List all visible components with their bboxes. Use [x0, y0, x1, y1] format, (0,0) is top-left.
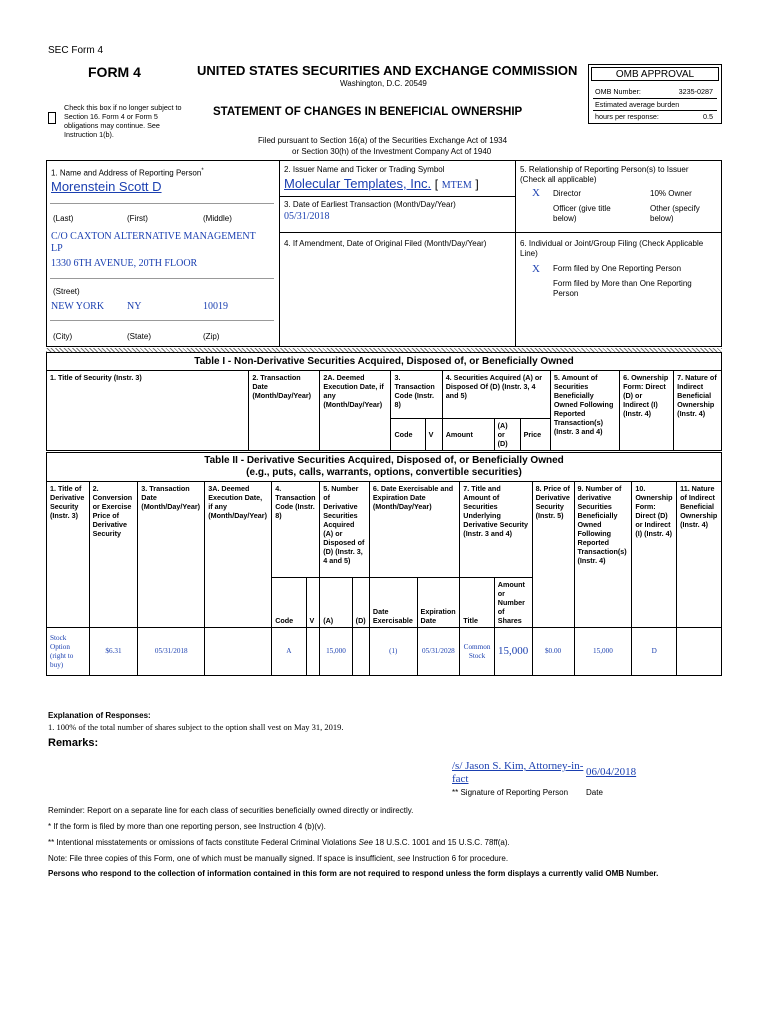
t2-col-exercisable: 6. Date Exercisable and Expiration Date (Month/Day/Year): [369, 482, 459, 578]
t2-col-deemed: 3A. Deemed Execution Date, if any (Month/Day/Year): [205, 482, 272, 628]
t2-row-owned: 15,000: [574, 628, 632, 676]
one-person-label: Form filed by One Reporting Person: [553, 264, 682, 273]
last-label: (Last): [53, 214, 74, 223]
table-derivative: [46, 452, 722, 676]
t2-col-nature: 11. Nature of Indirect Beneficial Ownership (Instr. 4): [677, 482, 722, 628]
table-row: [47, 628, 722, 676]
ticker-symbol: MTEM: [441, 180, 472, 191]
box3-label: 3. Date of Earliest Transaction (Month/Day/Year): [284, 200, 456, 209]
street-line-2: LP: [51, 243, 63, 254]
t2-col-title: 1. Title of Derivative Security (Instr. 3): [47, 482, 90, 628]
issuer-line: Molecular Templates, Inc. [ MTEM ]: [284, 176, 479, 191]
table2-title: Table II - Derivative Securities Acquired, Disposed of, or Beneficially Owned (e.g., puts, calls, warrants, options, convertible securities): [47, 453, 722, 482]
t2-col-underlying: 7. Title and Amount of Securities Underlying Derivative Security (Instr. 3 and 4): [460, 482, 532, 578]
t2-row-ad: [352, 628, 369, 676]
t2-col-number: 5. Number of Derivative Securities Acquired (A) or Disposed of (D) (Instr. 3, 4 and 5): [320, 482, 370, 578]
t2-row-deemed: [205, 628, 272, 676]
t2-col-owned: 9. Number of derivative Securities Beneficially Owned Following Reported Transaction(s) (Instr. 4): [574, 482, 632, 628]
remarks-label: Remarks:: [48, 737, 99, 749]
agency-address: Washington, D.C. 20549: [340, 79, 427, 88]
omb-number-label: OMB Number:: [595, 87, 641, 96]
city-label: (City): [53, 332, 73, 341]
t2-amount-shares: Amount or Number of Shares: [494, 578, 532, 628]
t2-row-shares: 15,000: [494, 628, 532, 676]
street-line-3: 1330 6TH AVENUE, 20TH FLOOR: [51, 258, 198, 269]
t2-row-price: $6.31: [89, 628, 138, 676]
sec-form-label: SEC Form 4: [48, 45, 104, 56]
issuer-name[interactable]: Molecular Templates, Inc.: [284, 176, 432, 191]
reminder-text: Reminder: Report on a separate line for each class of securities beneficially owned directly or indirectly.: [48, 806, 414, 815]
footnote-3: Note: File three copies of this Form, one of which must be manually signed. If space is insufficient, see Instruction 6 for procedure.: [48, 854, 509, 863]
footnote-2: ** Intentional misstatements or omissions of facts constitute Federal Criminal Violations See 18 U.S.C. 1001 and 15 U.S.C. 78ff(a).: [48, 838, 510, 847]
t2-d: (D): [352, 578, 369, 628]
t2-row-amount: 15,000: [320, 628, 352, 676]
box6-label: 6. Individual or Joint/Group Filing (Check Applicable Line): [520, 239, 704, 258]
omb-title: OMB APPROVAL: [591, 67, 719, 81]
director-label: Director: [553, 189, 582, 198]
t2-col-form: 10. Ownership Form: Direct (D) or Indirect (I) (Instr. 4): [632, 482, 677, 628]
agency-name: UNITED STATES SECURITIES AND EXCHANGE COMMISSION: [197, 63, 578, 78]
reporting-person-name[interactable]: Morenstein Scott D: [51, 179, 162, 194]
no-longer-subject-checkbox[interactable]: [48, 112, 56, 124]
t2-row-form: D: [632, 628, 677, 676]
form-number: FORM 4: [88, 64, 141, 80]
t2-a: (A): [320, 578, 352, 628]
t2-row-code: A: [272, 628, 306, 676]
t2-row-nature: [677, 628, 722, 676]
t2-row-deriv-price: $0.00: [532, 628, 574, 676]
t1-aord: (A) or (D): [494, 419, 520, 451]
box2-label: 2. Issuer Name and Ticker or Trading Symbol: [284, 165, 445, 174]
one-person-check[interactable]: X: [532, 263, 540, 275]
t2-date-exercisable: Date Exercisable: [369, 578, 417, 628]
t2-col-conversion: 2. Conversion or Exercise Price of Derivative Security: [89, 482, 138, 628]
t1-col-nature: 7. Nature of Indirect Beneficial Ownership (Instr. 4): [674, 371, 722, 451]
hours-label: hours per response:: [595, 112, 659, 121]
ten-pct-owner-label: 10% Owner: [650, 189, 692, 198]
t2-title: Title: [460, 578, 494, 628]
signature-link[interactable]: /s/ Jason S. Kim, Attorney-in-fact: [452, 760, 584, 785]
city-value: NEW YORK: [51, 301, 105, 312]
box4-label: 4. If Amendment, Date of Original Filed (Month/Day/Year): [284, 239, 487, 248]
officer-label: Officer (give title below): [553, 204, 611, 223]
burden-label: Estimated average burden: [595, 100, 680, 109]
t1-col-date: 2. Transaction Date (Month/Day/Year): [249, 371, 320, 451]
t2-v: V: [306, 578, 320, 628]
t2-col-price: 8. Price of Derivative Security (Instr. 5): [532, 482, 574, 628]
t1-col-securities: 4. Securities Acquired (A) or Disposed Of (D) (Instr. 3, 4 and 5): [442, 371, 550, 419]
earliest-transaction-date: 05/31/2018: [284, 211, 330, 222]
filed-pursuant-1: Filed pursuant to Section 16(a) of the Securities Exchange Act of 1934: [258, 136, 508, 145]
table-non-derivative: [46, 352, 722, 451]
t1-amount: Amount: [442, 419, 494, 451]
explanation-text: 1. 100% of the total number of shares subject to the option shall vest on May 31, 2019.: [48, 722, 344, 732]
omb-notice: Persons who respond to the collection of information contained in this form are not required to respond unless the form displays a currently valid OMB Number.: [48, 869, 659, 878]
more-person-label: Form filed by More than One Reporting Person: [553, 279, 692, 298]
filed-pursuant-2: or Section 30(h) of the Investment Company Act of 1940: [292, 147, 492, 156]
date-label: Date: [586, 788, 603, 797]
t2-row-v: [306, 628, 320, 676]
first-label: (First): [127, 214, 148, 223]
explanation-label: Explanation of Responses:: [48, 711, 151, 720]
omb-number: 3235-0287: [678, 87, 713, 96]
statement-title: STATEMENT OF CHANGES IN BENEFICIAL OWNERSHIP: [213, 106, 523, 118]
t1-price: Price: [520, 419, 550, 451]
t1-col-title: 1. Title of Security (Instr. 3): [47, 371, 249, 451]
t1-col-code: 3. Transaction Code (Instr. 8): [391, 371, 442, 419]
t1-col-deemed: 2A. Deemed Execution Date, if any (Month/Day/Year): [320, 371, 391, 451]
street-label: (Street): [53, 287, 80, 296]
hours-value: 0.5: [703, 112, 713, 121]
box1-label: 1. Name and Address of Reporting Person*: [51, 168, 204, 178]
t2-row-date: 05/31/2018: [138, 628, 205, 676]
box5-label: 5. Relationship of Reporting Person(s) to Issuer (Check all applicable): [520, 165, 689, 184]
omb-approval-box: [588, 64, 722, 124]
t1-v: V: [425, 419, 442, 451]
table1-title: Table I - Non-Derivative Securities Acquired, Disposed of, or Beneficially Owned: [47, 353, 722, 371]
t2-col-code: 4. Transaction Code (Instr. 8): [272, 482, 320, 578]
street-line-1: C/O CAXTON ALTERNATIVE MANAGEMENT: [51, 231, 256, 242]
director-check[interactable]: X: [532, 187, 540, 199]
t1-code: Code: [391, 419, 425, 451]
signature-date: 06/04/2018: [586, 766, 637, 778]
t2-row-date-exercisable: (1): [369, 628, 417, 676]
t1-col-amount-owned: 5. Amount of Securities Beneficially Owned Following Reported Transaction(s) (Instr. 3 and 4): [550, 371, 619, 451]
footnote-1: * If the form is filed by more than one reporting person, see Instruction 4 (b)(v).: [48, 822, 326, 831]
t2-row-expiration: 05/31/2028: [417, 628, 460, 676]
other-label: Other (specify below): [650, 204, 700, 223]
middle-label: (Middle): [203, 214, 232, 223]
t2-expiration: Expiration Date: [417, 578, 460, 628]
state-label: (State): [127, 332, 152, 341]
checkbox-text: Check this box if no longer subject to Section 16. Form 4 or Form 5 obligations may continue. See Instruction 1(b).: [64, 103, 182, 139]
t2-row-title: Common Stock: [460, 628, 494, 676]
signature-label: ** Signature of Reporting Person: [452, 788, 569, 797]
zip-value: 10019: [203, 301, 228, 312]
state-value: NY: [127, 301, 142, 312]
zip-label: (Zip): [203, 332, 220, 341]
t2-col-date: 3. Transaction Date (Month/Day/Year): [138, 482, 205, 628]
t2-row-security: Stock Option (right to buy): [47, 628, 90, 676]
t2-code: Code: [272, 578, 306, 628]
t1-col-ownership-form: 6. Ownership Form: Direct (D) or Indirect (I) (Instr. 4): [620, 371, 674, 451]
